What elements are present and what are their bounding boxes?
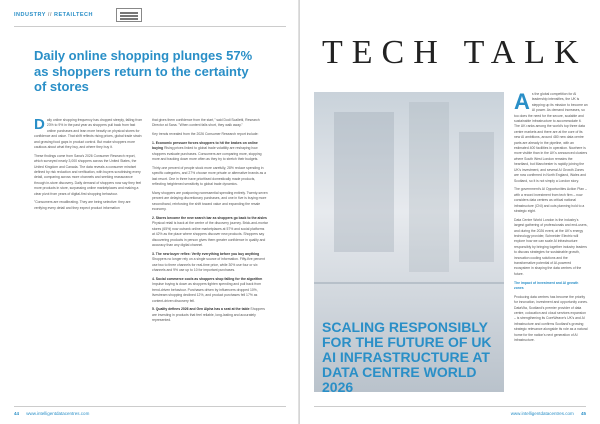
article-column-right (514, 89, 588, 347)
section-header (14, 12, 93, 18)
section-separator: // (47, 12, 52, 18)
paragraph: Shoppers no longer rely on a single source of information. Fifty-five percent use two to three channels for real-time price, while 30% use four or six channels and 9% use up to 10 for important purchases. (152, 257, 265, 273)
trend-heading: 3. The new buyer reflex: Verify everything before you buy anything (152, 251, 260, 256)
dropcap: D (34, 116, 45, 133)
paragraph: "Consumers are recalibrating. They are being selective: they are verifying every detail and they expect product information (34, 200, 131, 210)
hero-headline: SCALING RESPONSIBLY FOR THE FUTURE OF UK AI INFRASTRUCTURE AT DATA CENTRE WORLD 2026 (322, 319, 492, 392)
footer-divider (314, 406, 586, 407)
paragraph: that gives them confidence from the start," said Dodi Scalletti, Research Director at Sana. "When content falls short, they walk away." (152, 118, 260, 128)
trend-heading: 2. Stores become the new search bar as shoppers go back to the aisles (152, 216, 267, 221)
right-page (300, 0, 600, 424)
paragraph: Data Centre World London is the industry's largest gathering of professionals and end-users, and during the 2026 event, at the UK's energy technology provider, Schneider Electric will explore how we can scale AI infrastructure responsibly by bringing together industry leaders to discuss strategies for sustainable growth, innovation cooling solutions and the transformative potential of AI-powered ecosystem in shaping the data centres of the future. (514, 217, 588, 276)
trend-heading: 5. Quality defines 2026 and Gen Alpha has a seat at the table (152, 307, 250, 312)
footer-url[interactable]: www.intelligentdatacentres.com (510, 411, 574, 416)
paragraph: Key trends revealed from the 2026 Consumer Research report include: (152, 132, 259, 137)
paragraph: Producing data centres has become the priority for innovation, investment and opportunity zones. DataVita, Scotland's premier provider of data centre, colocation and cloud services expansion – is strengthening its CoreWeave's UK's and AI infrastructure and confirms Scotland's growing strategic relevance alongside its role as a natural home for the nation's next generation of AI infrastructure. (514, 294, 588, 343)
section-title: TECH TALK (322, 34, 588, 71)
section-sublabel: RETAILTECH (53, 12, 93, 18)
paragraph: These findings come from Sana's 2026 Consumer Research report, which surveyed nearly 3,000 shoppers across the United States, the United Kingdom and Canada. The data reveals a consumer mindset defined by risk reduction and verification, with buyers scrutinising every detail, comparing across more channels and seeking reassurance through in-store discovery. Daily demand of shoppers now say they feel more products in store, surpassing online marketplaces and making a clear pivot from years of digital-first shopping behaviour. (34, 153, 142, 196)
paragraph: Shoppers are investing in products that feel reliable, long-lasting and accurately represented. (152, 307, 265, 323)
footer-divider (14, 406, 286, 407)
left-footer (14, 411, 89, 416)
paragraph: Many shoppers are postponing nonessential spending entirely. Twenty-seven percent are delaying discretionary purchases, and one in five is buying more secondhand, reinforcing the shift toward value and expanding the resale economy. (152, 191, 268, 212)
article-column-1 (34, 118, 144, 215)
paragraph: Impulse buying is down as shoppers tighten spending and pull back from trend-driven behaviour. Purchases driven by influencers dropped 10%, livestream shopping declined 12%, and product purchases fell 17% as content-driven discovery fell. (152, 282, 262, 303)
dropcap: A (514, 89, 530, 114)
subheading: The impact of investment and AI growth zones (514, 280, 579, 290)
page-number: 44 (14, 411, 20, 416)
article-headline: Daily online shopping plunges 57% as shoppers return to the certainty of stores (34, 48, 253, 94)
paragraph: Rising prices linked to global trade volatility are reshaping how shoppers evaluate purchases. Consumers are comparing more, stopping more and tracking down more often as they try to stretch their budgets. (152, 146, 262, 162)
page-number: 45 (580, 411, 586, 416)
paragraph: The government's AI Opportunities Action Plan – with a record investment from tech firm – now considers data centres as critical national infrastructure (CNI) and cuts planning hold to a strategic eight. (514, 187, 587, 213)
section-label: INDUSTRY (14, 12, 46, 18)
paragraph: Physical retail is back at the centre of the discovery journey. Brick-and-mortar stores (65%) now outrank online marketplaces at 57% and social platforms at 42% as the place where shoppers discover new products. Shoppers say discovering products in person gives them greater confidence in quality and accuracy than any digital channel. (152, 221, 268, 248)
article-column-2 (152, 118, 268, 327)
right-footer (511, 411, 586, 416)
top-divider (14, 26, 286, 27)
paragraph: aily online shopping frequency has dropped steeply, falling from 23% to 9% in the past year as shoppers pull back from fast online purchases and lean more heavily on physical stores for confidence and value. That shift reflects rising prices, global trade strain and growing food gaps in product control. But make shoppers more cautious about what they buy, and where they buy it. (34, 118, 143, 150)
footer-url[interactable]: www.intelligentdatacentres.com (26, 411, 90, 416)
trend-heading: 4. Social commerce cools as shoppers shop falling for the algorithm (152, 276, 263, 281)
paragraph: Thirty-one percent of people stock more carefully, 28% reduce spending in specific categories, and 27% choose more private or alternative brands as a last resort. One in three have prioritised domestically made products, reflecting heightened sensitivity to global trade dynamics. (152, 166, 267, 187)
publication-logo-icon (116, 8, 142, 22)
trend-heading: 1. Economic pressure forces shoppers to hit the brakes on online buying (152, 141, 258, 151)
paragraph: s the global competition for AI leadership intensifies, the UK is stepping up its mission to become an AI power. As demand increases, so too does the need for the secure, scalable and sustainable infrastructure to accommodate it. The UK ranks among the world's top three data centre markets and there are at the core of its new AI ambitions, around 480 new data centre parts are already in the pipeline, with an estimated 400 facilities in operation. Nowhere is more visible than in the UK's announced clusters where South West London remains the heartland, but Manchester is rapidly joining the UK's investment, and several AI Growth Zones are now confirmed in North England, Wales and Scotland, so it is not simply a London story. (514, 92, 588, 183)
hero-image (314, 92, 504, 392)
